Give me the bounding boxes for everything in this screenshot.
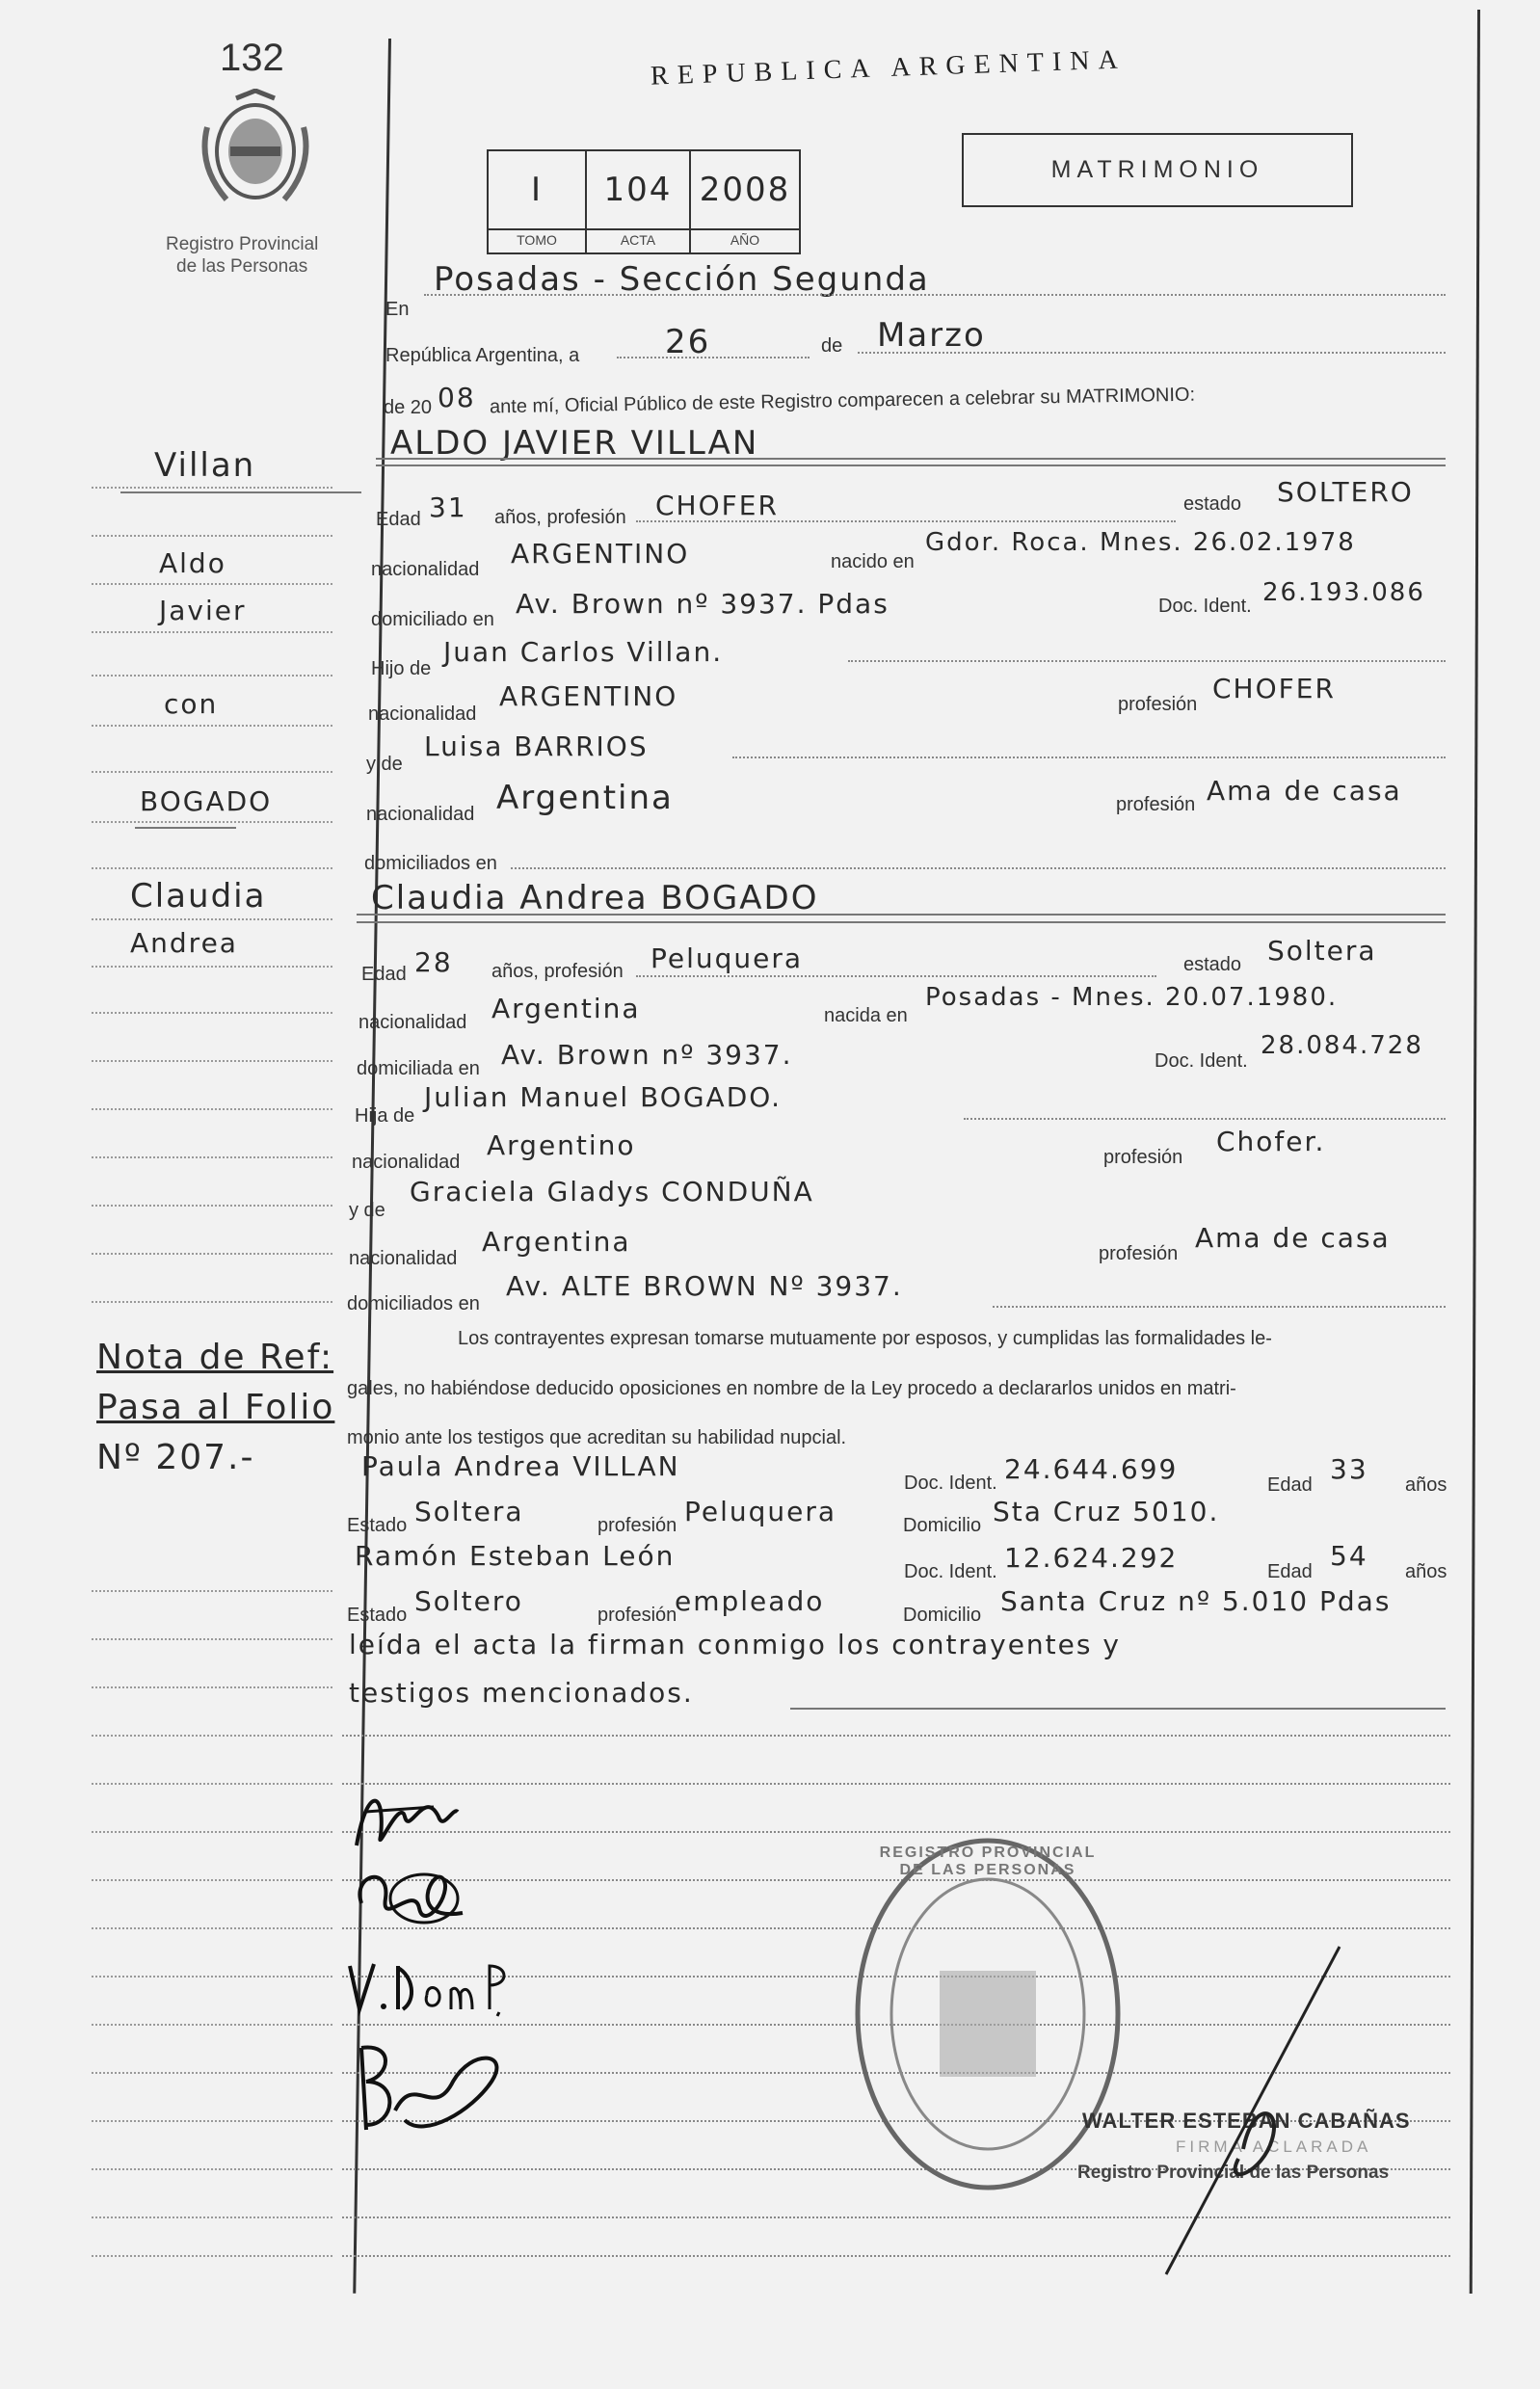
tomo-cell [489, 151, 587, 228]
bride-name: Claudia Andrea BOGADO [371, 879, 819, 917]
registry-crest-icon [198, 89, 313, 214]
witness1-dom: Sta Cruz 5010. [993, 1496, 1220, 1527]
bride-mother-nat: Argentina [482, 1226, 631, 1258]
margin-note-line1: Nota de Ref: [96, 1338, 334, 1377]
right-border [1470, 10, 1480, 2294]
witness2-estado: Soltero [414, 1585, 523, 1617]
intro-place: Posadas - Sección Segunda [434, 260, 930, 299]
official-stamp-name: WALTER ESTEBAN CABAÑAS [1082, 2109, 1411, 2133]
groom-dom-label: domiciliado en [371, 609, 494, 630]
witness1-edad-label: Edad [1267, 1474, 1313, 1496]
groom-estado-label: estado [1183, 493, 1242, 515]
groom-mother-prof: Ama de casa [1207, 775, 1402, 807]
witness2-estado-label: Estado [347, 1605, 408, 1626]
year-prefix: de 20 [384, 397, 433, 418]
anio-label: AÑO [730, 232, 760, 248]
bride-mother-nac-label: nacionalidad [349, 1248, 458, 1269]
bride-address: Av. Brown nº 3937. [501, 1039, 793, 1071]
groom-hijo-label: Hijo de [371, 658, 432, 679]
witness1-doc: 24.644.699 [1004, 1453, 1179, 1485]
groom-estado: SOLTERO [1277, 476, 1414, 508]
doc-type-box [962, 133, 1353, 207]
margin-groom-name2: Javier [159, 595, 247, 626]
groom-yde-label: y de [366, 754, 403, 775]
declaration-line2: gales, no habiéndose deducido oposiciones en nombre de la Ley procedo a declararlos unidos en matri- [347, 1378, 1236, 1399]
groom-birthplace: Gdor. Roca. Mnes. 26.02.1978 [925, 528, 1356, 557]
margin-note-line3: Nº 207.- [96, 1438, 255, 1477]
groom-father-prof-label: profesión [1118, 694, 1198, 715]
witness2-prof-label: profesión [597, 1605, 677, 1626]
bride-profession: Peluquera [651, 942, 804, 974]
witness1-estado-label: Estado [347, 1515, 408, 1536]
bride-mother-prof-label: profesión [1099, 1243, 1179, 1264]
bride-nacida-label: nacida en [824, 1005, 908, 1026]
groom-parents-dom-label: domiciliados en [364, 853, 497, 874]
bride-parents-address: Av. ALTE BROWN Nº 3937. [506, 1270, 903, 1302]
witness1-anos-label: años [1405, 1474, 1447, 1496]
official-stamp-role: FIRMA ACLARADA [1176, 2137, 1372, 2156]
groom-nac-label: nacionalidad [371, 559, 480, 580]
bride-father-prof-label: profesión [1103, 1147, 1183, 1168]
groom-edad-label: Edad [376, 509, 421, 530]
bride-mother-prof: Ama de casa [1195, 1222, 1391, 1254]
witness2-age: 54 [1330, 1540, 1368, 1572]
witness1-name: Paula Andrea VILLAN [361, 1450, 680, 1482]
year-suffix: 08 [438, 382, 476, 413]
intro-statement: ante mí, Oficial Público de este Registro comparecen a celebrar su MATRIMONIO: [489, 384, 1196, 418]
bride-father: Julian Manuel BOGADO. [424, 1081, 783, 1113]
groom-mother-nat: Argentina [496, 779, 674, 817]
acta-value: 104 [603, 171, 673, 209]
bride-doc: 28.084.728 [1261, 1031, 1423, 1060]
groom-name: ALDO JAVIER VILLAN [390, 424, 759, 463]
bride-age: 28 [414, 946, 453, 978]
rep-label: República Argentina, a [385, 345, 580, 366]
bride-yde-label: y de [349, 1200, 385, 1221]
intro-day: 26 [665, 323, 711, 361]
bride-anos-prof-label: años, profesión [491, 961, 624, 982]
margin-note-line2: Pasa al Folio [96, 1388, 335, 1427]
witness2-prof: empleado [675, 1585, 825, 1617]
bride-birthplace: Posadas - Mnes. 20.07.1980. [925, 983, 1339, 1012]
page-number: 132 [220, 37, 284, 79]
bride-edad-label: Edad [361, 964, 407, 985]
de-label: de [821, 335, 843, 357]
signature-2 [347, 1855, 472, 1942]
groom-father: Juan Carlos Villan. [443, 636, 724, 668]
margin-connector: con [164, 688, 219, 720]
declaration-line1: Los contrayentes expresan tomarse mutuamente por esposos, y cumplidas las formalidades le- [458, 1328, 1272, 1349]
margin-bride-name1: Claudia [130, 877, 267, 916]
groom-doc-label: Doc. Ident. [1158, 596, 1252, 617]
bride-hija-label: Hija de [355, 1105, 415, 1127]
witness2-doc: 12.624.292 [1004, 1542, 1179, 1574]
signature-4 [347, 2033, 520, 2139]
tomo-label: TOMO [517, 232, 557, 248]
margin-groom-surname: Villan [154, 446, 256, 485]
witness2-anos-label: años [1405, 1561, 1447, 1582]
witness1-dom-label: Domicilio [903, 1515, 982, 1536]
bride-estado-label: estado [1183, 954, 1242, 975]
groom-doc: 26.193.086 [1262, 578, 1425, 607]
registry-name-line1: Registro Provincial [166, 234, 319, 254]
margin-bride-name2: Andrea [130, 927, 238, 959]
bride-nationality: Argentina [491, 993, 641, 1024]
bride-nac-label: nacionalidad [358, 1012, 467, 1033]
anio-cell [691, 151, 799, 228]
bride-dom-label: domiciliada en [357, 1058, 480, 1079]
country-title: REPUBLICA ARGENTINA [650, 44, 1128, 92]
groom-nationality: ARGENTINO [511, 538, 690, 570]
groom-nacido-label: nacido en [831, 551, 915, 572]
witness1-age: 33 [1330, 1453, 1368, 1485]
margin-groom-name1: Aldo [159, 547, 226, 579]
witness2-name: Ramón Esteban León [355, 1540, 676, 1572]
tomo-value: I [530, 171, 544, 209]
groom-mother-nac-label: nacionalidad [366, 804, 475, 825]
official-stamp-org: Registro Provincial de las Personas [1077, 2163, 1390, 2183]
bride-estado: Soltera [1267, 935, 1377, 967]
bride-parents-dom-label: domiciliados en [347, 1293, 480, 1314]
record-id-box [487, 149, 801, 254]
witness1-prof: Peluquera [684, 1496, 837, 1527]
bride-mother: Graciela Gladys CONDUÑA [410, 1176, 814, 1208]
groom-father-prof: CHOFER [1212, 673, 1336, 704]
groom-father-nat: ARGENTINO [499, 680, 678, 712]
witness1-estado: Soltera [414, 1496, 524, 1527]
anio-value: 2008 [699, 171, 791, 209]
closing-line1: leída el acta la firman conmigo los contrayentes y [349, 1629, 1121, 1660]
official-signature [1147, 1937, 1359, 2284]
groom-mother: Luisa BARRIOS [424, 730, 649, 762]
witness2-edad-label: Edad [1267, 1561, 1313, 1582]
groom-address: Av. Brown nº 3937. Pdas [516, 588, 889, 620]
groom-age: 31 [429, 491, 467, 523]
acta-cell [587, 151, 691, 228]
en-label: En [385, 299, 410, 320]
groom-father-nac-label: nacionalidad [368, 703, 477, 725]
doc-type-label: MATRIMONIO [1050, 156, 1264, 183]
bride-father-nac-label: nacionalidad [352, 1152, 461, 1173]
registry-seal [848, 1831, 1128, 2197]
bride-doc-label: Doc. Ident. [1155, 1050, 1248, 1072]
groom-mother-prof-label: profesión [1116, 794, 1196, 815]
registry-name-line2: de las Personas [176, 256, 308, 277]
signature-3 [345, 1956, 518, 2024]
witness1-prof-label: profesión [597, 1515, 677, 1536]
witness2-dom-label: Domicilio [903, 1605, 982, 1626]
declaration-line3: monio ante los testigos que acreditan su habilidad nupcial. [347, 1427, 847, 1448]
witness2-dom: Santa Cruz nº 5.010 Pdas [1000, 1585, 1392, 1617]
acta-label: ACTA [620, 232, 656, 248]
bride-father-nat: Argentino [487, 1129, 636, 1161]
signature-1 [347, 1778, 463, 1855]
seal-text: REGISTRO PROVINCIAL DE LAS PERSONAS [879, 1845, 1097, 1878]
witness2-doc-label: Doc. Ident. [904, 1561, 997, 1582]
groom-anos-prof-label: años, profesión [494, 507, 626, 528]
groom-profession: CHOFER [655, 490, 779, 521]
witness1-doc-label: Doc. Ident. [904, 1473, 997, 1494]
bride-father-prof: Chofer. [1216, 1126, 1326, 1157]
margin-bride-surname: BOGADO [140, 785, 273, 817]
intro-month: Marzo [877, 316, 986, 355]
closing-line2: testigos mencionados. [349, 1677, 694, 1709]
